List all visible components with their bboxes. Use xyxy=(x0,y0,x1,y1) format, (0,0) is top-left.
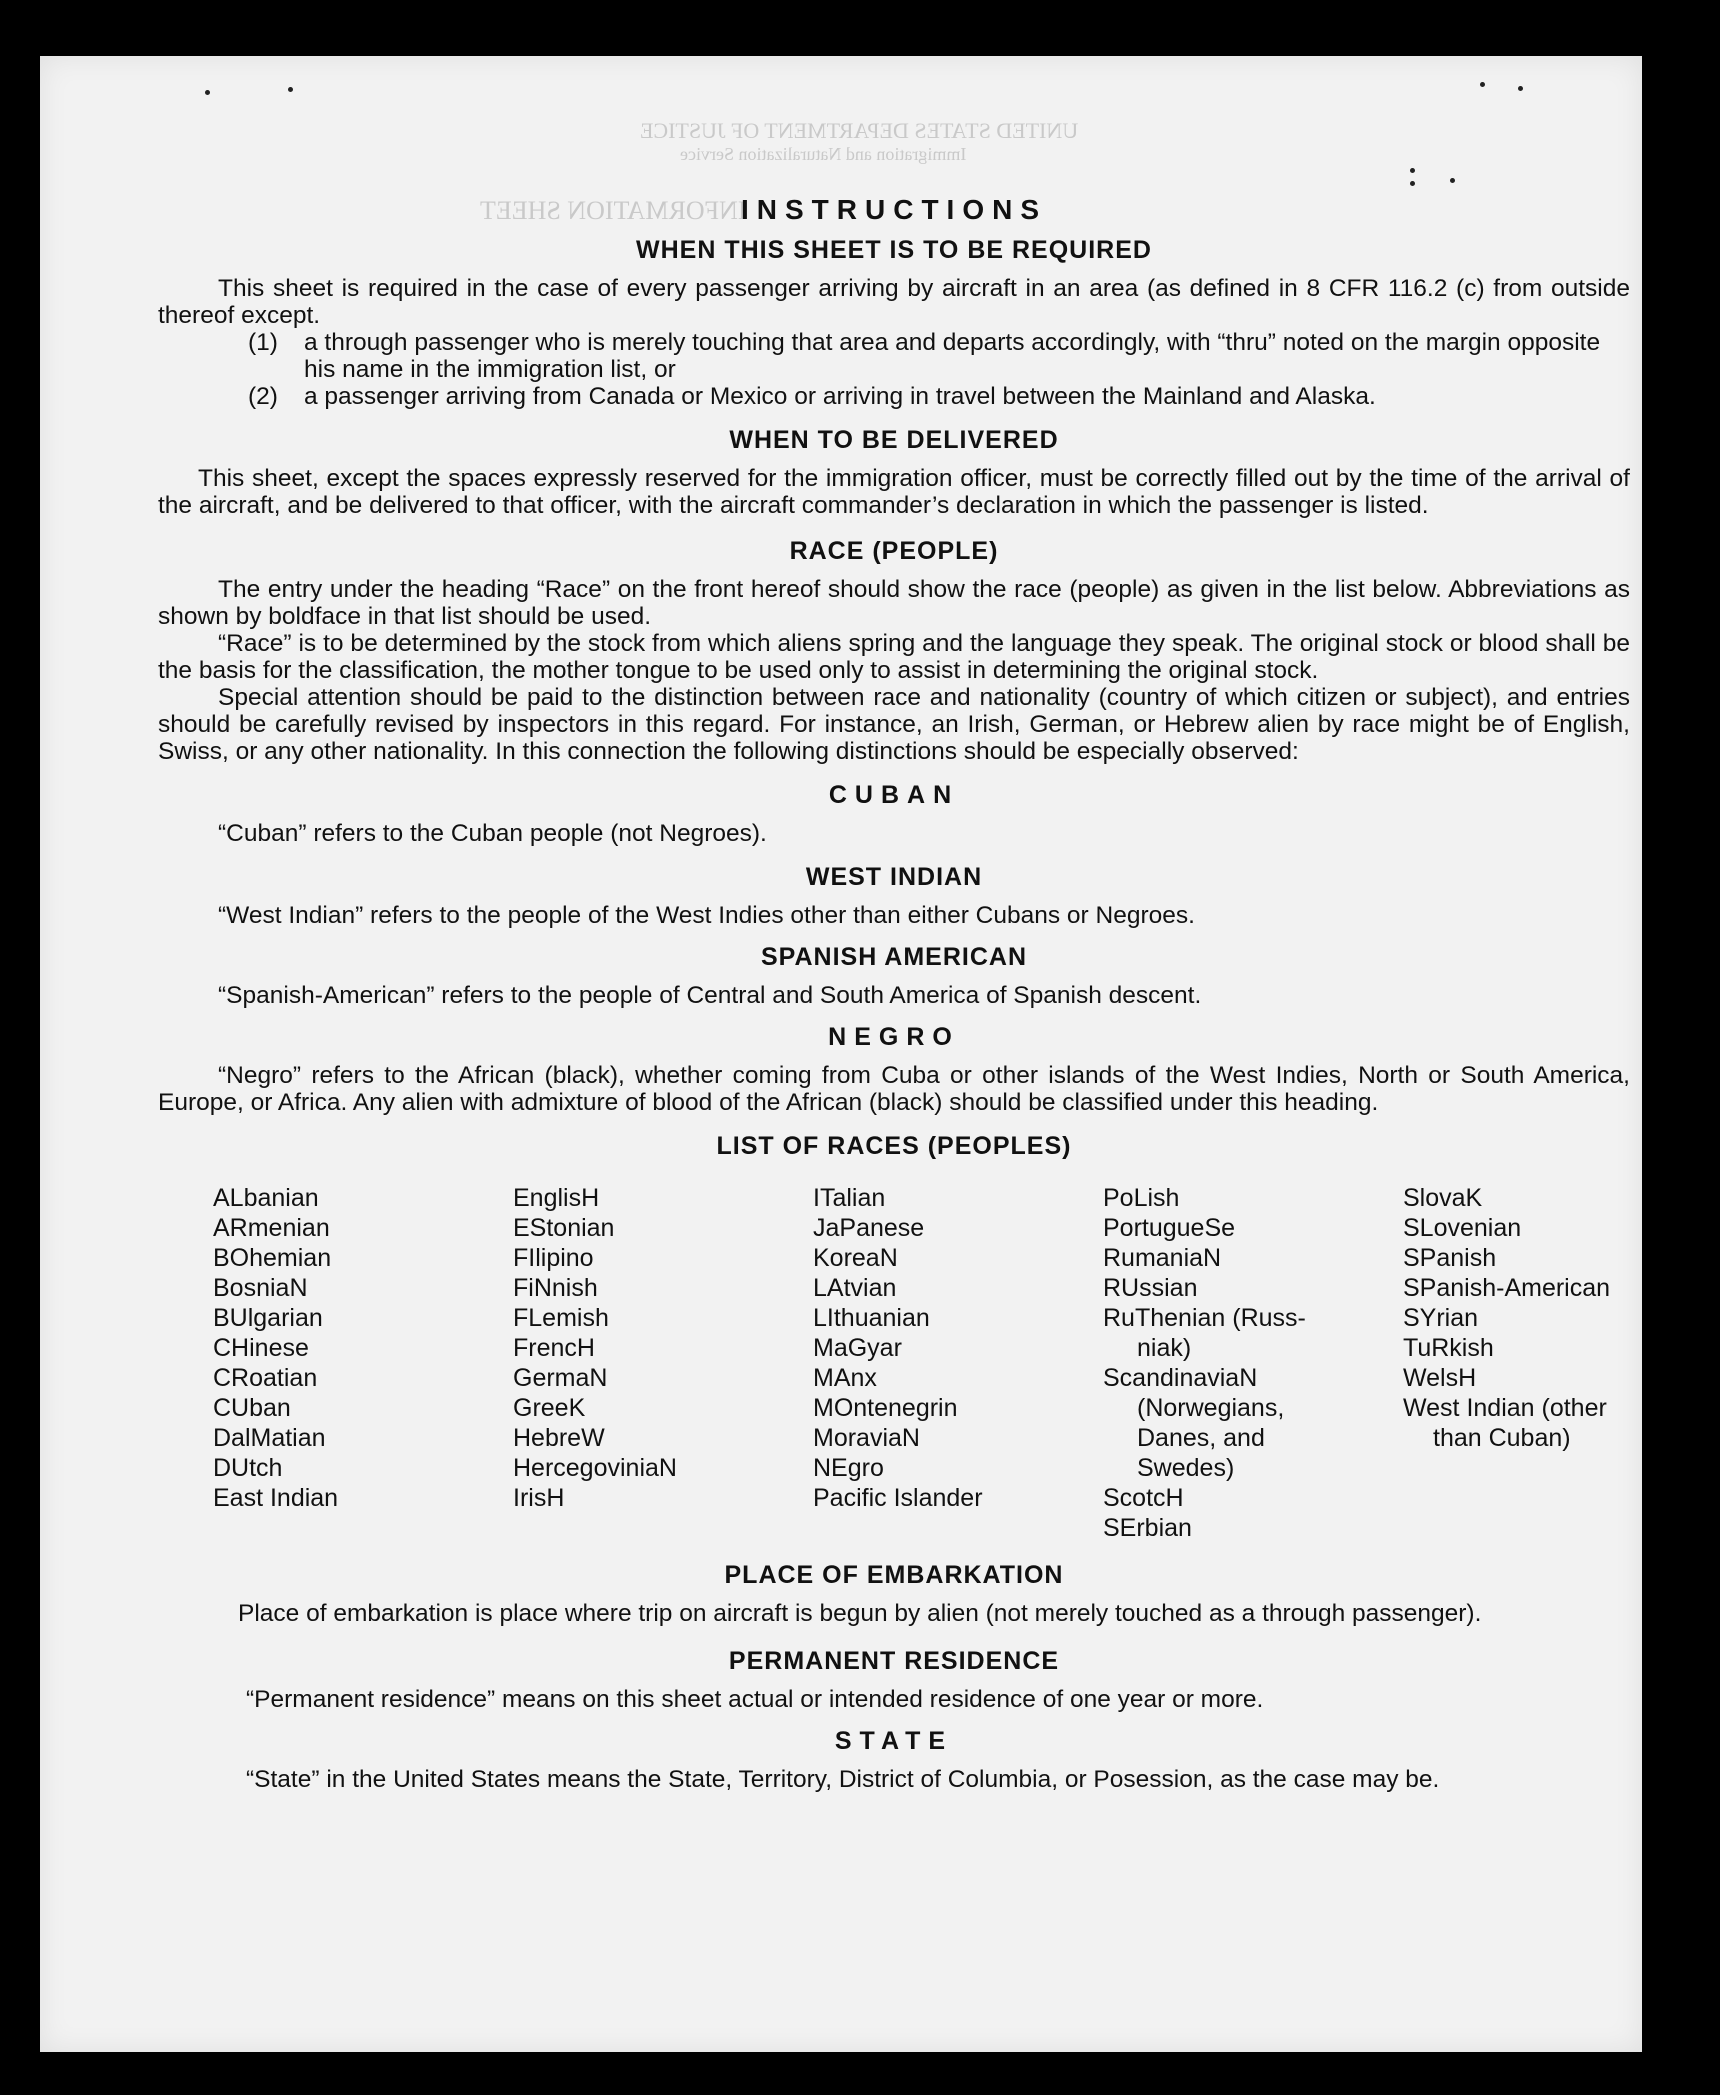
spanish-american-text: “Spanish-American” refers to the people of Central and South America of Spanish descent. xyxy=(218,982,1202,1009)
bleed-through-line-3: INFORMATION SHEET xyxy=(480,196,747,225)
race-item: CUban xyxy=(213,1394,291,1422)
heading-when-delivered: WHEN TO BE DELIVERED xyxy=(729,426,1059,454)
race-item: ScandinaviaN xyxy=(1103,1364,1258,1392)
race-item: MoraviaN xyxy=(813,1424,920,1452)
instructions-title: INSTRUCTIONS xyxy=(741,194,1047,225)
race-item: ALbanian xyxy=(213,1184,319,1212)
race-item-continuation: Swedes) xyxy=(1137,1454,1235,1482)
race-item: FIlipino xyxy=(513,1244,594,1272)
heading-state: STATE xyxy=(834,1727,954,1755)
exceptions-list xyxy=(158,329,1630,410)
race-item: West Indian (other xyxy=(1403,1394,1607,1422)
exception-item: (1) a through passenger who is merely touching that area and departs accordingly, with “thru” noted on the margin opposite his name in the immigration list, or xyxy=(248,329,1601,383)
race-item: RuThenian (Russ- xyxy=(1103,1304,1306,1332)
race-item: PoLish xyxy=(1103,1184,1180,1212)
west-indian-text: “West Indian” refers to the people of the West Indies other than either Cubans or Negroes. xyxy=(218,902,1195,929)
race-item: MAnx xyxy=(813,1364,877,1392)
speck xyxy=(1410,181,1415,186)
residence-text: “Permanent residence” means on this sheet actual or intended residence of one year or more. xyxy=(246,1686,1264,1713)
race-item: DUtch xyxy=(213,1454,283,1482)
race-item: MaGyar xyxy=(813,1334,902,1362)
race-item: East Indian xyxy=(213,1484,339,1512)
speck xyxy=(1450,178,1455,183)
race-item: ARmenian xyxy=(213,1214,330,1242)
races-column xyxy=(513,1183,813,1543)
speck xyxy=(1410,168,1415,173)
race-item: LIthuanian xyxy=(813,1304,930,1332)
race-item: FrencH xyxy=(513,1334,595,1362)
race-item-continuation: niak) xyxy=(1137,1334,1192,1362)
heading-west-indian: WEST INDIAN xyxy=(805,863,983,891)
race-item: LAtvian xyxy=(813,1274,897,1302)
race-item: CRoatian xyxy=(213,1364,318,1392)
race-item: IrisH xyxy=(513,1484,565,1512)
race-item-continuation: Danes, and xyxy=(1137,1424,1265,1452)
document-page xyxy=(40,56,1642,2052)
race-item: ScotcH xyxy=(1103,1484,1184,1512)
speck xyxy=(1480,82,1485,87)
heading-embarkation: PLACE OF EMBARKATION xyxy=(724,1561,1064,1589)
race-item: FiNnish xyxy=(513,1274,598,1302)
speck xyxy=(205,90,210,95)
race-item: ITalian xyxy=(813,1184,886,1212)
race-item: SPanish-American xyxy=(1403,1274,1611,1302)
required-intro: This sheet is required in the case of every passenger arriving by aircraft in an area (as defined in 8 CFR 116.2 (c) from outside thereof except. xyxy=(158,275,1630,329)
race-item: SPanish xyxy=(1403,1244,1497,1272)
races-column xyxy=(213,1183,513,1543)
races-column xyxy=(1403,1183,1673,1543)
race-item: BOhemian xyxy=(213,1244,332,1272)
race-item: FLemish xyxy=(513,1304,609,1332)
race-item: SlovaK xyxy=(1403,1184,1483,1212)
cuban-text: “Cuban” refers to the Cuban people (not Negroes). xyxy=(218,820,767,847)
heading-negro: NEGRO xyxy=(828,1023,960,1051)
race-item: SYrian xyxy=(1403,1304,1479,1332)
race-item: HebreW xyxy=(513,1424,605,1452)
races-column xyxy=(813,1183,1103,1543)
embarkation-text: Place of embarkation is place where trip on aircraft is begun by alien (not merely touched as a through passenger). xyxy=(238,1600,1482,1627)
race-item: HercegoviniaN xyxy=(513,1454,677,1482)
race-item: RumaniaN xyxy=(1103,1244,1222,1272)
heading-race: RACE (PEOPLE) xyxy=(789,537,999,565)
races-column xyxy=(1103,1183,1403,1543)
delivered-text: This sheet, except the spaces expressly reserved for the immigration officer, must be correctly filled out by the time of the arrival of the aircraft, and be delivered to that officer, with the aircraft commander’s declaration in which the passenger is listed. xyxy=(158,465,1630,519)
race-paragraph: “Race” is to be determined by the stock from which aliens spring and the language they speak. The original stock or blood shall be the basis for the classification, the mother tongue to be used only to assist in determining the original stock. xyxy=(158,630,1630,684)
race-item: BosniaN xyxy=(213,1274,308,1302)
race-paragraph: Special attention should be paid to the distinction between race and nationality (country of which citizen or subject), and entries should be carefully revised by inspectors in this regard. For instance, an Irish, German, or Hebrew alien by race might be of English, Swiss, or any other nationality. In this connection the following distinctions should be especially observed: xyxy=(158,684,1630,765)
race-item: CHinese xyxy=(213,1334,309,1362)
heading-list-of-races: LIST OF RACES (PEOPLES) xyxy=(716,1132,1072,1160)
negro-text: “Negro” refers to the African (black), whether coming from Cuba or other islands of the West Indies, North or South America, Europe, or Africa. Any alien with admixture of blood of the African (black) should be classified under this heading. xyxy=(158,1062,1630,1116)
race-item-continuation: than Cuban) xyxy=(1433,1424,1571,1452)
race-item: PortugueSe xyxy=(1103,1214,1236,1242)
race-item: EnglisH xyxy=(513,1184,600,1212)
heading-permanent-residence: PERMANENT RESIDENCE xyxy=(728,1647,1060,1675)
race-paragraph: The entry under the heading “Race” on the front hereof should show the race (people) as given in the list below. Abbreviations as shown by boldface in that list should be used. xyxy=(158,576,1630,630)
heading-cuban: CUBAN xyxy=(828,781,960,809)
state-text: “State” in the United States means the State, Territory, District of Columbia, or Posession, as the case may be. xyxy=(246,1766,1440,1793)
race-item: MOntenegrin xyxy=(813,1394,958,1422)
race-item: RUssian xyxy=(1103,1274,1198,1302)
speck xyxy=(1518,86,1523,91)
heading-spanish-american: SPANISH AMERICAN xyxy=(760,943,1027,971)
race-item: GermaN xyxy=(513,1364,608,1392)
race-item: SLovenian xyxy=(1403,1214,1522,1242)
exception-item: (2) a passenger arriving from Canada or Mexico or arriving in travel between the Mainland and Alaska. xyxy=(248,383,1376,410)
bleed-through-line-1: UNITED STATES DEPARTMENT OF JUSTICE xyxy=(640,118,1079,143)
race-item: JaPanese xyxy=(813,1214,925,1242)
race-item: Pacific Islander xyxy=(813,1484,983,1512)
race-item: EStonian xyxy=(513,1214,615,1242)
race-item: SErbian xyxy=(1103,1514,1192,1542)
race-item: NEgro xyxy=(813,1454,884,1482)
heading-when-required: WHEN THIS SHEET IS TO BE REQUIRED xyxy=(636,236,1152,264)
race-item: BUlgarian xyxy=(213,1304,323,1332)
race-item: KoreaN xyxy=(813,1244,898,1272)
race-item: WelsH xyxy=(1403,1364,1477,1392)
race-item-continuation: (Norwegians, xyxy=(1137,1394,1285,1422)
race-item: DalMatian xyxy=(213,1424,326,1452)
race-item: GreeK xyxy=(513,1394,586,1422)
race-item: TuRkish xyxy=(1403,1334,1494,1362)
bleed-through-line-2: Immigration and Naturalization Service xyxy=(680,144,967,164)
races-list xyxy=(213,1183,1630,1543)
speck xyxy=(288,87,293,92)
